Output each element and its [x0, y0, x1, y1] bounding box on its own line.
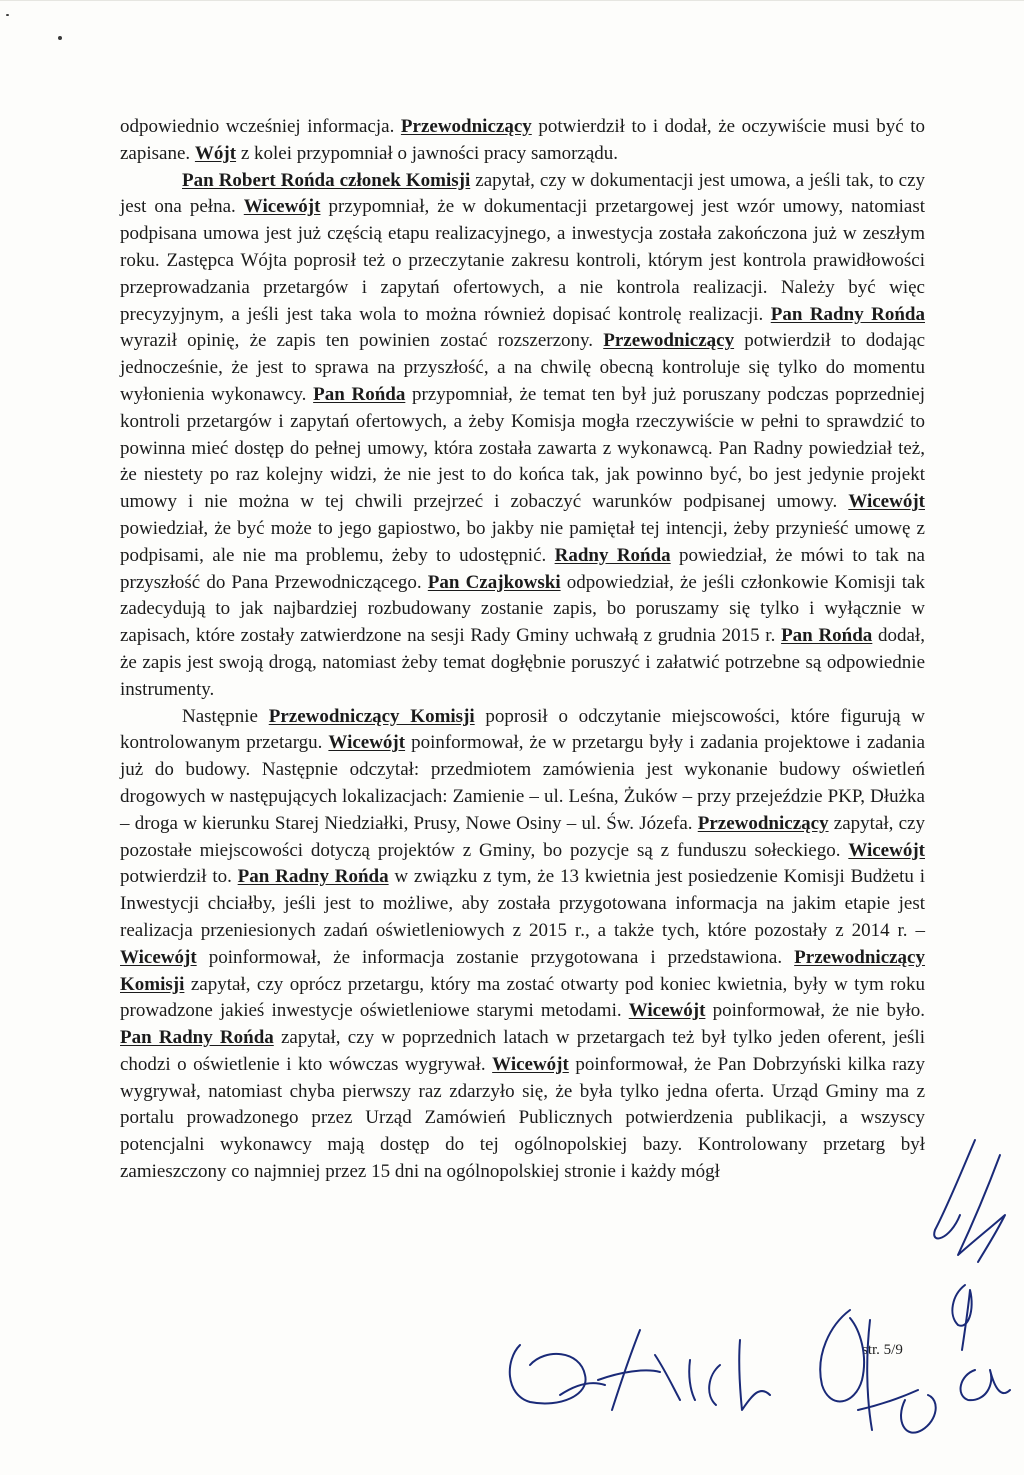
- signature-stroke: [901, 1395, 936, 1433]
- speaker-name: Pan Rońda: [781, 625, 873, 647]
- text-run: powiedział, że być może to jego gapiostwo, bo jakby nie pamiętał tej intencji, żeby przynieść umowę z podpisami, ale nie ma problemu, żeby to udostępnić.: [120, 517, 925, 566]
- speaker-name: Przewodniczący Komisji: [120, 946, 925, 995]
- text-run: w związku z tym, że 13 kwietnia jest posiedzenie Komisji Budżetu i Inwestycji chciałby, jeśli jest to możliwe, aby została przygotowana informacja na jakim etapie jest realizacja przeniesionych zadań oświetleniowych z 2015 r., a także tych, które pozostały z 2014 r. –: [120, 866, 926, 941]
- speaker-name: Pan Rońda: [313, 383, 406, 405]
- text-run: wyraził opinię, że zapis ten powinien zostać rozszerzony.: [120, 330, 604, 352]
- speaker-name: Wicewójt: [243, 196, 321, 218]
- text-run: odpowiednio wcześniej informacja.: [120, 116, 401, 137]
- speaker-name: Wicewójt: [120, 946, 197, 968]
- signature-stroke: [598, 1330, 660, 1410]
- signature-stroke: [560, 1383, 605, 1395]
- text-run: przypomniał, że temat ten był już poruszany podczas poprzedniej kontroli przetargów i zapytań ofertowych, a żeby Komisja mogła rzeczywiście w pełni to sprawdzić to powinna mieć dostęp do pełnej umowy, która została zawarta z wykonawcą. Pan Radny powiedział też, że niestety po raz kolejny widzi, że nie jest to do końca tak, jak powinno być, bo jest jedynie projekt umowy i nie można w tej chwili przejrzeć i zobaczyć warunków podpisanej umowy.: [120, 383, 926, 513]
- page-number: str. 5/9: [862, 1342, 903, 1358]
- paragraph: [120, 114, 925, 168]
- signature-stroke: [820, 1310, 864, 1401]
- text-run: Następnie: [182, 705, 269, 727]
- text-run: potwierdził to i dodał, że oczywiście musi być to zapisane.: [120, 116, 925, 164]
- speaker-name: Pan Radny Rońda: [120, 1027, 274, 1049]
- paragraph: [120, 704, 925, 1186]
- paragraph: [120, 168, 925, 704]
- speaker-name: Przewodniczący: [697, 812, 829, 834]
- signature-stroke: [952, 1285, 971, 1350]
- text-run: przypomniał, że w dokumentacji przetargowej jest wzór umowy, natomiast podpisana umowa jest już częścią etapu realizacyjnego, a inwestycja została zakończona już w zeszłym roku. Zastępca Wójta poprosił też o przeczytanie zakresu kontroli, którym jest kontrola prawidłowości przeprowadzania przetargów i zapytań ofertowych, a nie kontrola realizacji. Należy być więc precyzyjnym, a jeśli jest taka wola to można również dopisać kontrolę realizacji.: [120, 196, 925, 325]
- text-run: odpowiedział, że jeśli członkowie Komisji tak zadecydują to jak najbardziej rozbudowany zostanie zapis, bo poruszamy się tylko i wyłącznie w zapisach, które zostały zatwierdzone na sesji Rady Gminy uchwałą z grudnia 2015 r.: [120, 571, 925, 647]
- scan-speck: [6, 14, 9, 16]
- text-run: zapytał, czy pozostałe miejscowości dotyczą projektów z Gminy, bo pozycje są z funduszu sołeckiego.: [120, 812, 925, 861]
- text-run: potwierdził to dodając jednocześnie, że jest to sprawa na przyszłość, a na chwilę obecną kontroluje się tylko do momentu wyłonienia wykonawcy.: [120, 330, 925, 405]
- speaker-name: Przewodniczący: [400, 116, 532, 137]
- speaker-name: Wicewójt: [848, 839, 925, 861]
- speaker-name: Pan Radny Rońda: [237, 866, 389, 888]
- text-run: powiedział, że mówi to tak na przyszłość do Pana Przewodniczącego.: [120, 544, 925, 593]
- text-run: poinformował, że informacja zostanie przygotowana i przedstawiona.: [196, 946, 795, 968]
- speaker-name: Pan Czajkowski: [427, 571, 561, 593]
- page-edge: [0, 0, 1024, 1]
- signature-stroke: [934, 1140, 975, 1238]
- speaker-name: Wicewójt: [328, 732, 406, 754]
- text-run: zapytał, czy w dokumentacji jest umowa, a jeśli tak, to czy jest ona pełna.: [120, 169, 925, 218]
- signature-stroke: [858, 1320, 918, 1430]
- speaker-name: Wicewójt: [628, 1000, 706, 1022]
- text-run: poinformował, że nie było.: [705, 1000, 925, 1022]
- speaker-name: Wicewójt: [492, 1053, 569, 1075]
- text-run: potwierdził to.: [120, 866, 238, 888]
- text-run: poprosił o odczytanie miejscowości, które figurują w kontrolowanym przetargu.: [120, 705, 925, 754]
- text-run: zapytał, czy w poprzednich latach w przetargach też był tylko jeden oferent, jeśli chodzi o oświetlenie i kto wówczas wygrywał.: [120, 1027, 925, 1075]
- signature-stroke: [958, 1155, 1005, 1262]
- speaker-name: Radny Rońda: [554, 544, 671, 566]
- scan-speck: [58, 36, 62, 40]
- speaker-name: Wójt: [194, 142, 237, 164]
- speaker-name: Przewodniczący Komisji: [268, 705, 475, 727]
- speaker-name: Przewodniczący: [603, 330, 735, 352]
- text-run: poinformował, że w przetargu były i zadania projektowe i zadania już do budowy. Następnie odczytał: przedmiotem zamówienia jest wykonanie budowy oświetleń drogowych w następujących lokalizacjach: Zamienie – ul. Leśna, Żuków – przy przejeździe PKP, Dłużka – droga w kierunku Starej Niedziałki, Prusy, Nowe Osiny – ul. Św. Józefa.: [120, 732, 925, 834]
- text-run: z kolei przypomniał o jawności pracy samorządu.: [236, 142, 619, 164]
- text-run: dodał, że zapis jest swoją drogą, natomiast żeby temat dogłębnie poruszyć i załatwić potrzebne są odpowiednie instrumenty.: [120, 625, 925, 700]
- speaker-name: Pan Robert Rońda członek Komisji: [182, 169, 471, 191]
- document-body: [120, 114, 925, 1186]
- signature-stroke: [961, 1370, 1010, 1400]
- signature-stroke: [655, 1355, 695, 1400]
- text-run: zapytał, czy oprócz przetargu, który ma zostać otwarty pod koniec kwietnia, były w tym roku prowadzone jakieś inwestycje oświetleniowe starymi metodami.: [120, 973, 925, 1022]
- signature-stroke: [709, 1340, 770, 1410]
- text-run: poinformował, że Pan Dobrzyński kilka razy wygrywał, natomiast chyba pierwszy raz zdarzyło się, że była tylko jedna oferta. Urząd Gminy ma z portalu prowadzonego przez Urząd Zamówień Publicznych potwierdzenia publikacji, a wszyscy potencjalni wykonawcy mają dostęp do tej ogólnopolskiej bazy. Kontrolowany przetarg był zamieszczony co najmniej przez 15 dni na ogólnopolskiej stronie i każdy mógł: [120, 1053, 925, 1183]
- signature-stroke: [510, 1345, 586, 1403]
- speaker-name: Wicewójt: [848, 491, 925, 513]
- speaker-name: Pan Radny Rońda: [770, 303, 925, 325]
